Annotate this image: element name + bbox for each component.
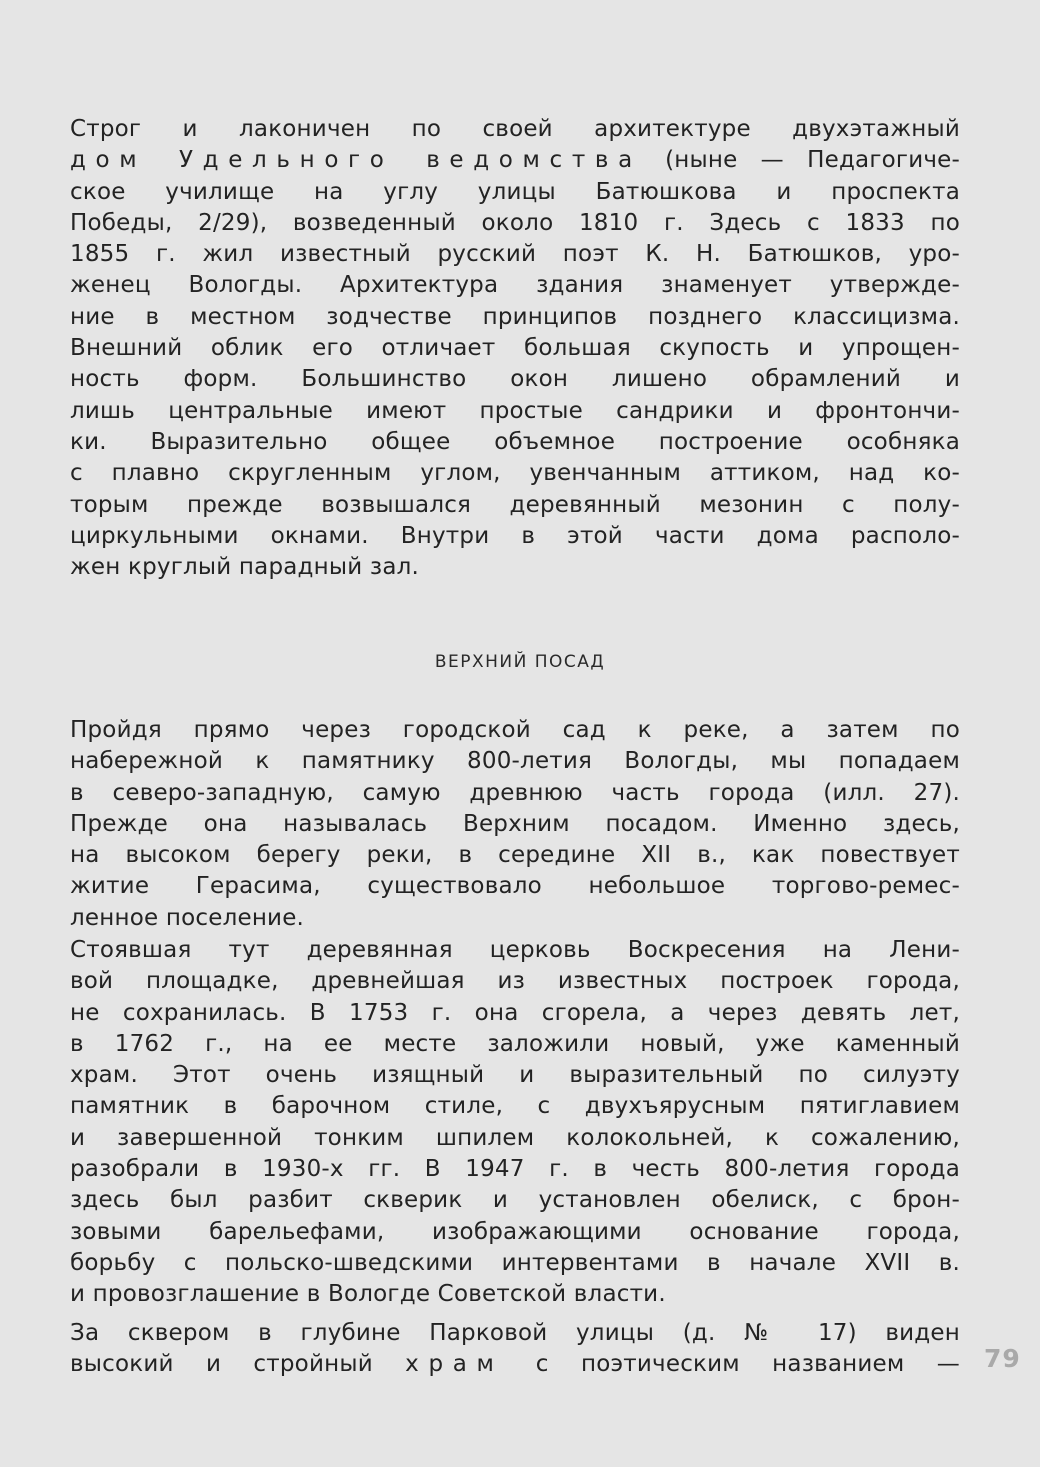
paragraph-resurrection-church: [70, 935, 960, 1311]
text-line: жен круглый парадный зал.: [70, 554, 420, 581]
paragraph-parkovaya-church: [70, 1318, 960, 1381]
text-line: памятник в барочном стиле, с двухъярусным пятиглавием: [70, 1093, 960, 1120]
text-line: лишь центральные имеют простые сандрики и фронтончи-: [70, 397, 960, 424]
text-line: ность форм. Большинство окон лишено обрамлений и: [70, 366, 960, 393]
text-line: храм. Этот очень изящный и выразительный по силуэту: [70, 1062, 960, 1089]
paragraph-upper-posad: [70, 715, 960, 934]
text-line: За сквером в глубине Парковой улицы (д. № 17) виден: [70, 1320, 960, 1346]
text-fragment: высокий и стройный: [70, 1351, 406, 1378]
text-line: циркульными окнами. Внутри в этой части дома располо-: [70, 522, 960, 549]
text-line: житие Герасима, существовало небольшое торгово-ремес-: [70, 873, 960, 900]
text-line: на высоком берегу реки, в середине XII в., как повествует: [70, 842, 960, 869]
text-fragment: (ныне — Педагогиче-: [641, 147, 960, 174]
text-line: в северо-западную, самую древнюю часть города (илл. 27).: [70, 779, 960, 806]
text-line: 1855 г. жил известный русский поэт К. Н. Батюшков, уро-: [70, 241, 960, 268]
text-line: торым прежде возвышался деревянный мезонин с полу-: [70, 491, 960, 518]
text-line: борьбу с польско-шведскими интервентами в начале XVII в.: [70, 1249, 960, 1276]
text-line: разобрали в 1930-х гг. В 1947 г. в честь 800-летия города: [70, 1156, 960, 1183]
text-line: женец Вологды. Архитектура здания знаменует утвержде-: [70, 272, 960, 299]
page-number: 79: [984, 1344, 1021, 1373]
emphasis-spaced: храм: [405, 1351, 504, 1378]
text-line: ки. Выразительно общее объемное построение особняка: [70, 428, 960, 455]
text-line: Внешний облик его отличает большая скупость и упрощен-: [70, 335, 960, 362]
text-line: в 1762 г., на ее месте заложили новый, уже каменный: [70, 1030, 960, 1057]
text-line: с плавно скругленным углом, увенчанным аттиком, над ко-: [70, 460, 960, 487]
text-line: зовыми барельефами, изображающими основание города,: [70, 1218, 960, 1245]
text-line: Прежде она называлась Верхним посадом. Именно здесь,: [70, 810, 960, 837]
text-line: набережной к памятнику 800-летия Вологды, мы попадаем: [70, 748, 960, 775]
text-line: [70, 145, 960, 176]
text-line: ленное поселение.: [70, 904, 305, 931]
text-fragment: с поэтическим названием —: [503, 1351, 960, 1378]
text-line: не сохранилась. В 1753 г. она сгорела, а через девять лет,: [70, 999, 960, 1026]
text-line: здесь был разбит скверик и установлен обелиск, с брон-: [70, 1187, 960, 1214]
text-line: ние в местном зодчестве принципов позднего классицизма.: [70, 303, 960, 330]
text-line: Победы, 2/29), возведенный около 1810 г. Здесь с 1833 по: [70, 209, 960, 236]
text-line: ское училище на углу улицы Батюшкова и проспекта: [70, 178, 960, 205]
text-line: Пройдя прямо через городской сад к реке, а затем по: [70, 717, 960, 743]
text-line: и завершенной тонким шпилем колокольней, к сожалению,: [70, 1124, 960, 1151]
text-line: [70, 1349, 960, 1380]
section-heading: ВЕРХНИЙ ПОСАД: [434, 652, 606, 672]
text-line: вой площадке, древнейшая из известных построек города,: [70, 968, 960, 995]
paragraph-udelny-house: [70, 114, 960, 583]
text-line: Стоявшая тут деревянная церковь Воскресения на Лени-: [70, 937, 960, 963]
emphasis-spaced: дом Удельного ведомства: [70, 147, 642, 174]
text-line: Строг и лаконичен по своей архитектуре двухэтажный: [70, 116, 960, 142]
text-line: и провозглашение в Вологде Советской власти.: [70, 1281, 666, 1308]
